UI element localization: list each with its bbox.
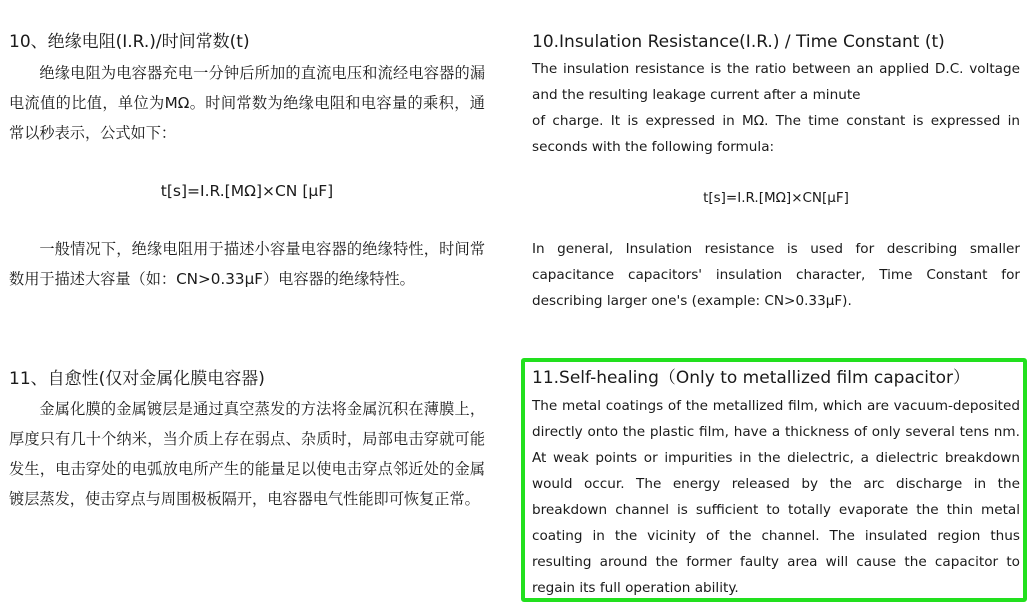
section-10-heading-cn: 10、绝缘电阻(I.R.)/时间常数(t) bbox=[9, 32, 250, 52]
section-10-paragraph-b-en: of charge. It is expressed in MΩ. The time constant is expressed in seconds with the following formula: bbox=[532, 113, 1020, 155]
section-11-paragraph-en: The metal coatings of the metallized film, which are vacuum-deposited directly onto the plastic film, have a thickness of only several tens nm. At weak points or impurities in the dielectric, a dielectric breakdown would occur. The energy released by the arc discharge in the breakdown channel is sufficient to totally evaporate the thin metal coating in the vicinity of the channel. The insulated region thus resulting around the former faulty area will cause the capacitor to regain its full operation ability. bbox=[532, 398, 1020, 596]
section-11-heading-en: 11.Self-healing（Only to metallized film capacitor） bbox=[532, 368, 971, 388]
section-10-formula-en: t[s]=I.R.[MΩ]×CN[μF] bbox=[703, 190, 849, 206]
section-10-paragraph2-cn: 一般情况下，绝缘电阻用于描述小容量电容器的绝缘特性，时间常数用于描述大容量（如：CN>0.33μF）电容器的绝缘特性。 bbox=[9, 240, 485, 288]
section-10-heading-en: 10.Insulation Resistance(I.R.) / Time Constant (t) bbox=[532, 32, 945, 52]
section-10-paragraph-cn: 绝缘电阻为电容器充电一分钟后所加的直流电压和流经电容器的漏电流值的比值，单位为MΩ。时间常数为绝缘电阻和电容量的乘积，通常以秒表示，公式如下： bbox=[9, 64, 485, 142]
section-10-paragraph2-en: In general, Insulation resistance is used for describing smaller capacitance capacitors' insulation character, Time Constant for describing larger one's (example: CN>0.33μF). bbox=[532, 241, 1020, 309]
section-11-paragraph-cn: 金属化膜的金属镀层是通过真空蒸发的方法将金属沉积在薄膜上，厚度只有几十个纳米，当介质上存在弱点、杂质时，局部电击穿就可能发生，电击穿处的电弧放电所产生的能量足以使电击穿点邻近处的金属镀层蒸发，使击穿点与周围极板隔开，电容器电气性能即可恢复正常。 bbox=[9, 400, 485, 508]
section-10-paragraph-a-en: The insulation resistance is the ratio between an applied D.C. voltage and the resulting leakage current after a minute bbox=[532, 61, 1020, 103]
section-10-formula-cn: t[s]=I.R.[MΩ]×CN [μF] bbox=[160, 182, 334, 200]
section-11-heading-cn: 11、自愈性(仅对金属化膜电容器) bbox=[9, 369, 265, 389]
